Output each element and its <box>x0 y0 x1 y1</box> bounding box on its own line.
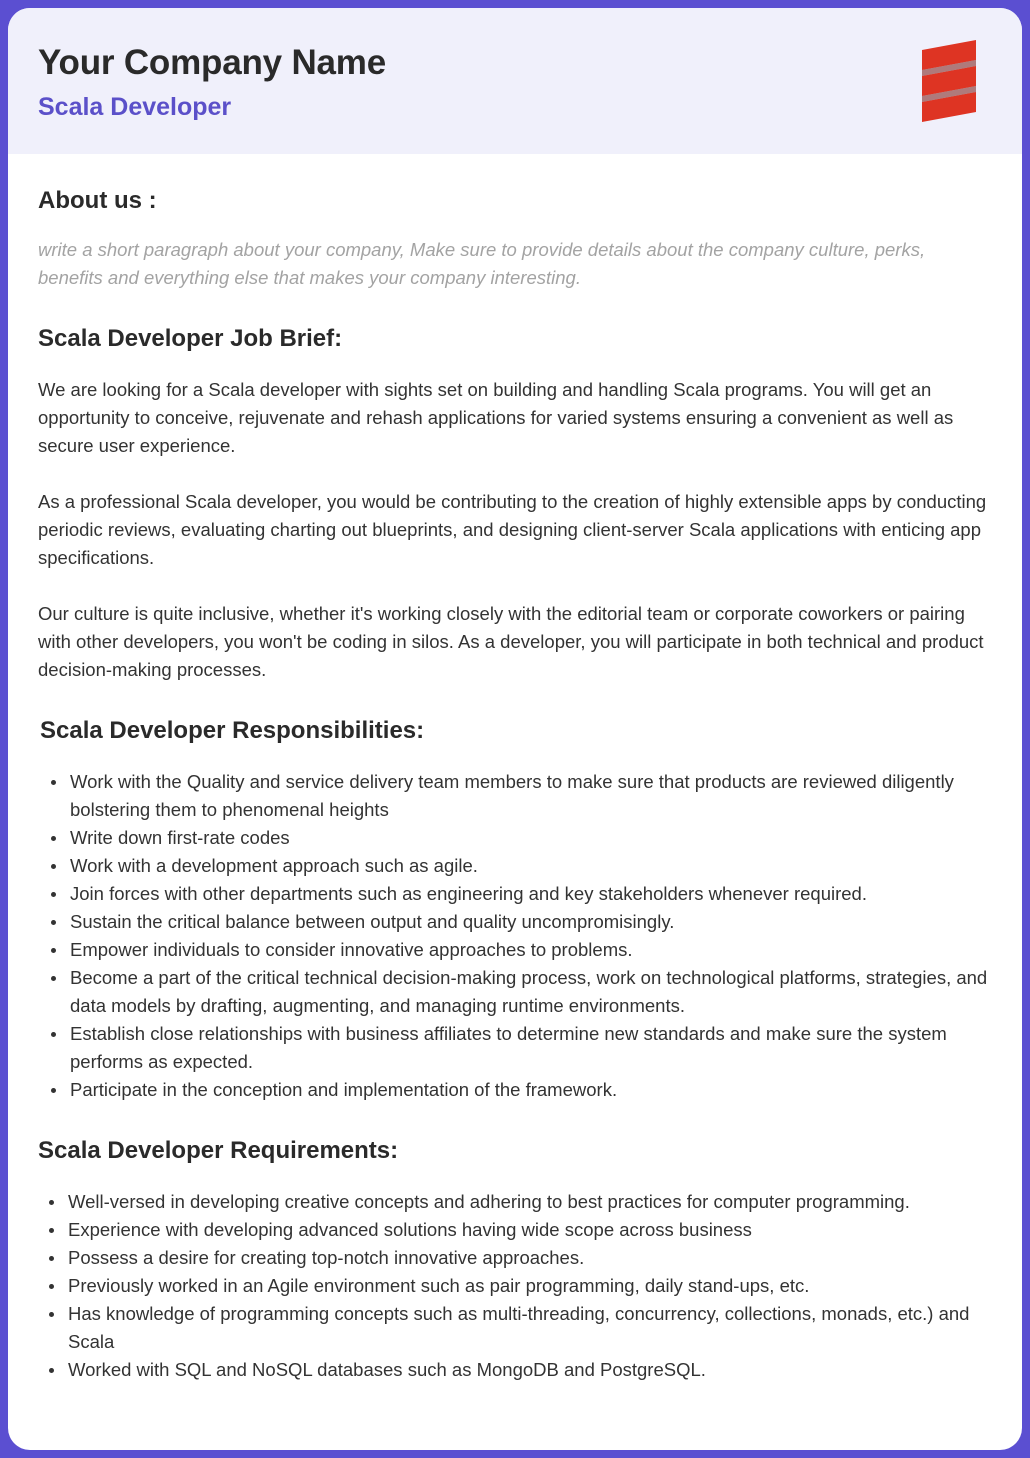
job-brief-paragraph: We are looking for a Scala developer with sights set on building and handling Scala programs. You will get an opportunity to conceive, rejuvenate and rehash applications for varied systems ensuring a convenient as well as secure user experience. <box>38 379 954 456</box>
list-item: Experience with developing advanced solutions having wide scope across business <box>68 1216 992 1244</box>
list-item: Work with a development approach such as agile. <box>70 852 992 880</box>
requirements-list <box>38 1188 992 1384</box>
job-description-card <box>8 8 1022 1450</box>
list-item: Become a part of the critical technical decision-making process, work on technological platforms, strategies, and data models by drafting, augmenting, and managing runtime environments. <box>70 964 992 1020</box>
list-item: Possess a desire for creating top-notch innovative approaches. <box>68 1244 992 1272</box>
scala-logo-icon <box>922 40 976 122</box>
list-item: Well-versed in developing creative concepts and adhering to best practices for computer programming. <box>68 1188 992 1216</box>
list-item: Participate in the conception and implementation of the framework. <box>70 1076 992 1104</box>
list-item: Sustain the critical balance between output and quality uncompromisingly. <box>70 908 992 936</box>
list-item: Write down first-rate codes <box>70 824 992 852</box>
about-text: write a short paragraph about your company, Make sure to provide details about the company culture, perks, benefits and everything else that makes your company interesting. <box>38 239 926 288</box>
responsibilities-section <box>38 716 992 1104</box>
job-brief-paragraph: Our culture is quite inclusive, whether it's working closely with the editorial team or corporate coworkers or pairing with other developers, you won't be coding in silos. As a developer, you will participate in both technical and product decision-making processes. <box>38 603 984 680</box>
company-name: Your Company Name <box>38 43 386 82</box>
list-item: Previously worked in an Agile environment such as pair programming, daily stand-ups, etc. <box>68 1272 992 1300</box>
list-item: Has knowledge of programming concepts such as multi-threading, concurrency, collections, monads, etc.) and Scala <box>68 1300 992 1356</box>
list-item: Join forces with other departments such as engineering and key stakeholders whenever required. <box>70 880 992 908</box>
requirements-section <box>38 1136 992 1384</box>
list-item: Establish close relationships with business affiliates to determine new standards and make sure the system performs as expected. <box>70 1020 992 1076</box>
list-item: Empower individuals to consider innovative approaches to problems. <box>70 936 992 964</box>
list-item: Work with the Quality and service delivery team members to make sure that products are reviewed diligently bolstering them to phenomenal heights <box>70 768 992 824</box>
content <box>8 154 1022 1384</box>
job-brief-section <box>38 324 992 684</box>
list-item: Worked with SQL and NoSQL databases such as MongoDB and PostgreSQL. <box>68 1356 992 1384</box>
job-brief-heading: Scala Developer Job Brief: <box>38 325 343 352</box>
responsibilities-heading: Scala Developer Responsibilities: <box>40 717 425 744</box>
job-title: Scala Developer <box>38 93 232 121</box>
about-section <box>38 154 992 292</box>
requirements-heading: Scala Developer Requirements: <box>38 1137 399 1164</box>
job-brief-paragraph: As a professional Scala developer, you would be contributing to the creation of highly extensible apps by conducting periodic reviews, evaluating charting out blueprints, and designing client-server Scala applications with enticing app specifications. <box>38 491 987 568</box>
responsibilities-list <box>40 768 992 1104</box>
about-heading: About us : <box>38 187 157 214</box>
header <box>8 8 1022 154</box>
